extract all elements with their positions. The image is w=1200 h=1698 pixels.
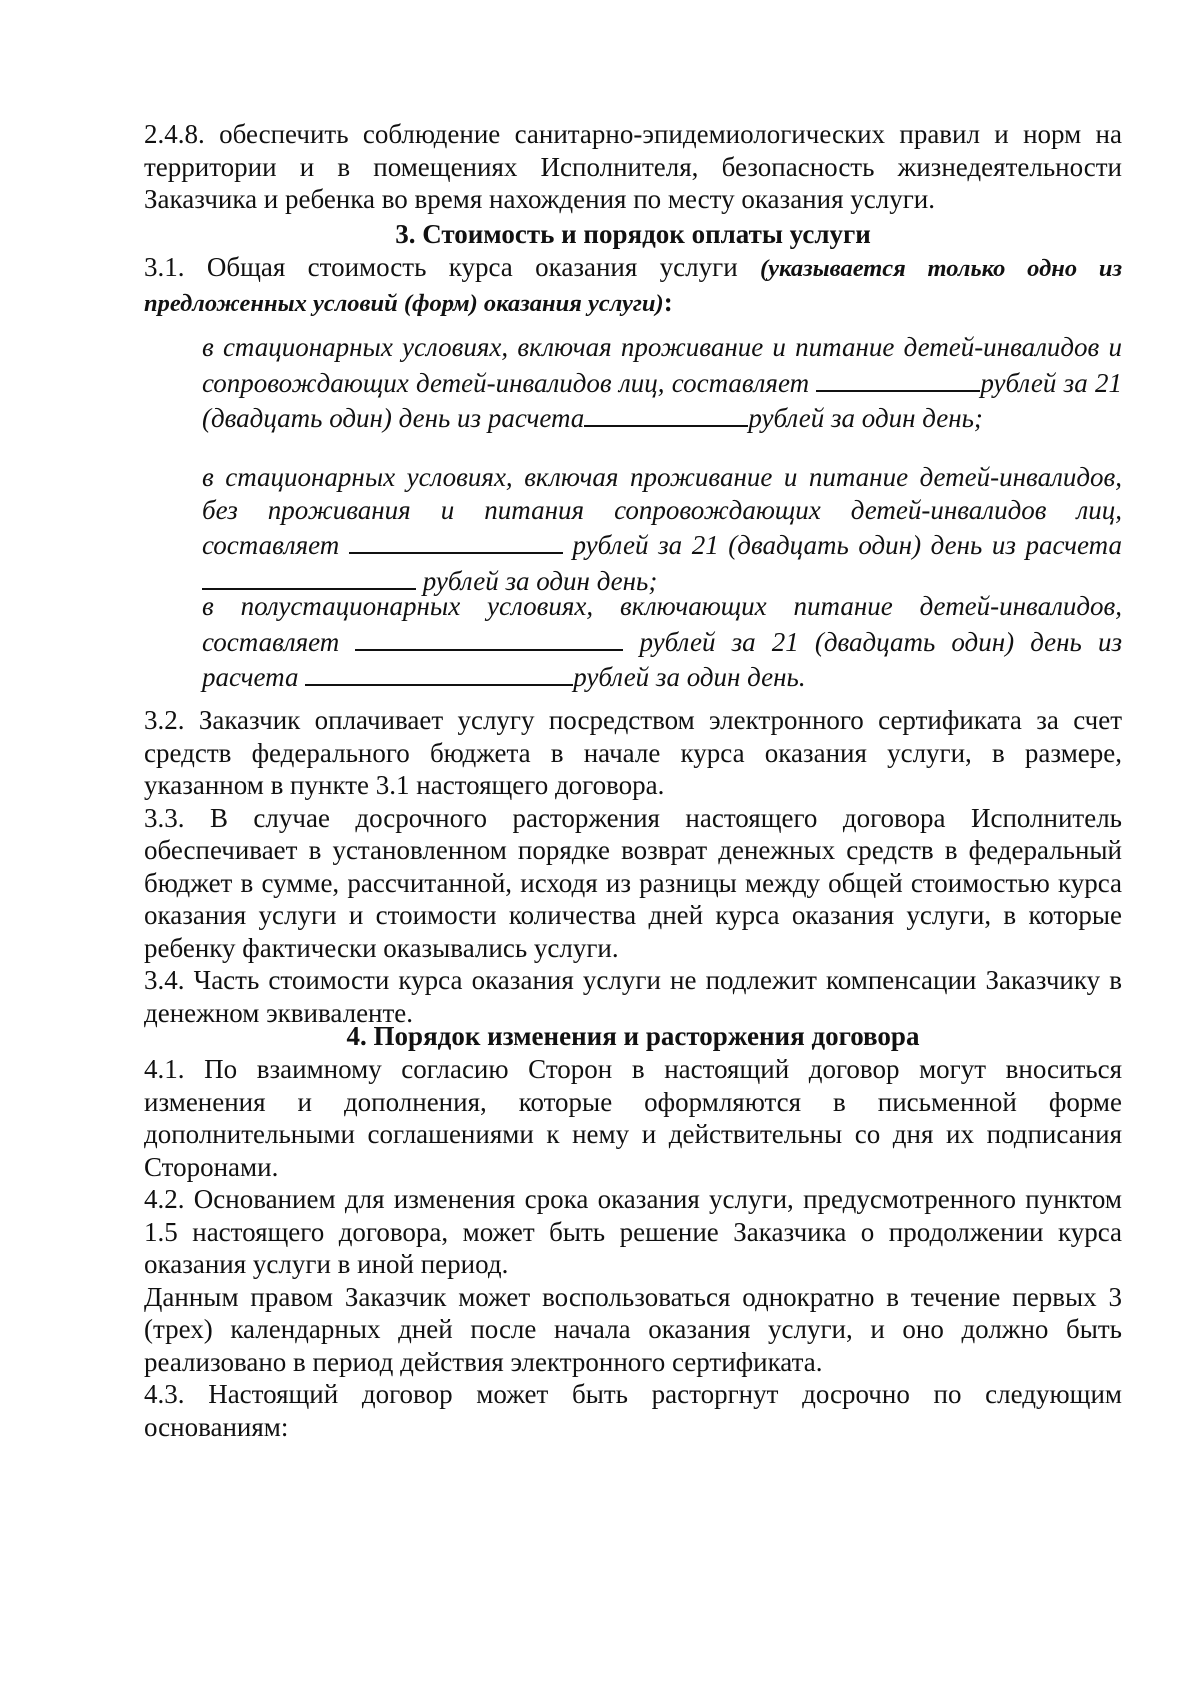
clause-3-1-text <box>144 251 1122 320</box>
option-3-blank-total[interactable] <box>355 623 623 651</box>
option-3-part-b: рублей за 21 (двадцать один) день из расчета <box>202 626 1122 692</box>
clause-2-4-8 <box>144 118 1122 216</box>
option-3-part-c: рублей за один день. <box>573 662 806 692</box>
clause-3-4: 3.4. Часть стоимости курса оказания услуги не подлежит компенсации Заказчику в денежном эквиваленте. <box>144 965 1122 1028</box>
option-2-blank-daily[interactable] <box>202 562 416 590</box>
section-3-title: 3. Стоимость и порядок оплаты услуги <box>395 219 871 249</box>
clause-3-1 <box>144 251 1122 320</box>
cost-option-3 <box>202 590 1122 694</box>
clause-3-1-colon: : <box>663 286 673 317</box>
clause-4-3: 4.3. Настоящий договор может быть расторгнут досрочно по следующим основаниям: <box>144 1379 1122 1442</box>
option-2-blank-total[interactable] <box>349 526 563 554</box>
option-3-blank-daily[interactable] <box>305 658 573 686</box>
option-1-blank-daily[interactable] <box>584 399 748 427</box>
clause-3-1-lead: 3.1. Общая стоимость курса оказания услуги <box>144 252 761 282</box>
option-2-part-a: в стационарных условиях, включая проживание и питание детей-инвалидов, без проживания и питания сопровождающих детей-инвалидов лиц, составляет <box>202 462 1122 560</box>
clauses-3-2-to-3-4 <box>144 704 1122 1029</box>
clause-4-2-extra: Данным правом Заказчик может воспользоваться однократно в течение первых 3 (трех) календарных дней после начала оказания услуги, и оно должно быть реализовано в период действия электронного сертификата. <box>144 1281 1122 1377</box>
option-1-part-a: в стационарных условиях, включая проживание и питание детей-инвалидов и сопровождающих детей-инвалидов лиц, составляет <box>202 332 1122 398</box>
clause-3-1-note: (указывается только одно из предложенных условий (форм) оказания услуги) <box>144 255 1122 317</box>
cost-option-1 <box>202 331 1122 435</box>
option-3-part-a: в полустационарных условиях, включающих питание детей-инвалидов, составляет <box>202 591 1122 657</box>
option-2-part-b: рублей за 21 (двадцать один) день из расчета <box>562 530 1123 560</box>
section-4-title: 4. Порядок изменения и расторжения договора <box>346 1021 920 1051</box>
option-1-blank-total[interactable] <box>816 364 980 392</box>
section-4-body <box>144 1053 1122 1443</box>
clause-3-2: 3.2. Заказчик оплачивает услугу посредством электронного сертификата за счет средств федерального бюджета в начале курса оказания услуги, в размере, указанном в пункте 3.1 настоящего договора. <box>144 705 1122 800</box>
clause-3-3: 3.3. В случае досрочного расторжения настоящего договора Исполнитель обеспечивает в установленном порядке возврат денежных средств в федеральный бюджет в сумме, рассчитанной, исходя из разницы между общей стоимостью курса оказания услуги и стоимости количества дней курса оказания услуги, в которые ребенку фактически оказывались услуги. <box>144 802 1122 963</box>
cost-option-2 <box>202 461 1122 597</box>
clause-4-1: 4.1. По взаимному согласию Сторон в настоящий договор могут вноситься изменения и дополнения, которые оформляются в письменной форме дополнительными соглашениями к нему и действительны со дня их подписания Сторонами. <box>144 1054 1122 1182</box>
clause-2-4-8-text: 2.4.8. обеспечить соблюдение санитарно-эпидемиологических правил и норм на территории и в помещениях Исполнителя, безопасность жизнедеятельности Заказчика и ребенка во время нахождения по месту оказания услуги. <box>144 119 1122 214</box>
clause-4-2: 4.2. Основанием для изменения срока оказания услуги, предусмотренного пунктом 1.5 настоящего договора, может быть решение Заказчика о продолжении курса оказания услуги в иной период. <box>144 1184 1122 1279</box>
option-2-part-c: рублей за один день; <box>416 565 658 596</box>
option-1-part-c: рублей за один день; <box>748 403 983 433</box>
option-1-part-b: рублей за 21 (двадцать один) день из расчета <box>202 367 1122 433</box>
